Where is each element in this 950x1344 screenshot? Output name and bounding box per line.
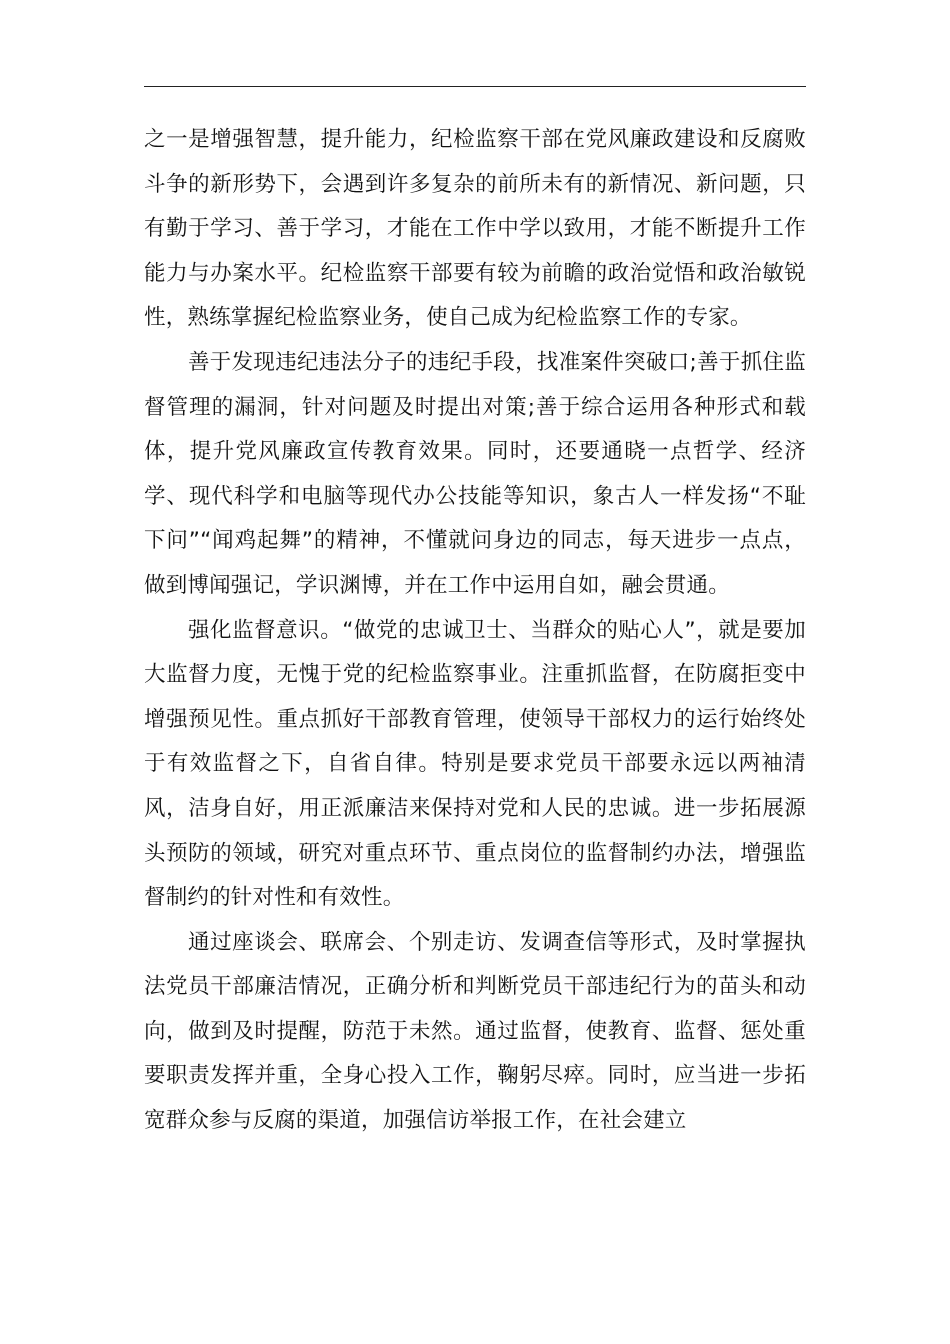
paragraph-3: 强化监督意识。“做党的忠诚卫士、当群众的贴心人”，就是要加大监督力度，无愧于党的纪检监察事业。注重抓监督，在防腐拒变中增强预见性。重点抓好干部教育管理，使领导干部权力的运行始终处于有效监督之下，自省自律。特别是要求党员干部要永远以两袖清风，洁身自好，用正派廉洁来保持对党和人民的忠诚。进一步拓展源头预防的领域，研究对重点环节、重点岗位的监督制约办法，增强监督制约的针对性和有效性。 — [144, 617, 806, 911]
paragraph-4: 通过座谈会、联席会、个别走访、发调查信等形式，及时掌握执法党员干部廉洁情况，正确分析和判断党员干部违纪行为的苗头和动向，做到及时提醒，防范于未然。通过监督，使教育、监督、惩处重要职责发挥并重，全身心投入工作，鞠躬尽瘁。同时，应当进一步拓宽群众参与反腐的渠道，加强信访举报工作，在社会建立 — [144, 929, 806, 1134]
paragraph-1: 之一是增强智慧，提升能力，纪检监察干部在党风廉政建设和反腐败斗争的新形势下，会遇到许多复杂的前所未有的新情况、新问题，只有勤于学习、善于学习，才能在工作中学以致用，才能不断提升工作能力与办案水平。纪检监察干部要有较为前瞻的政治觉悟和政治敏锐性，熟练掌握纪检监察业务，使自己成为纪检监察工作的专家。 — [144, 127, 806, 331]
paragraph-2: 善于发现违纪违法分子的违纪手段，找准案件突破口;善于抓住监督管理的漏洞，针对问题及时提出对策;善于综合运用各种形式和载体，提升党风廉政宣传教育效果。同时，还要通晓一点哲学、经济学、现代科学和电脑等现代办公技能等知识，象古人一样发扬“不耻下问”“闻鸡起舞”的精神，不懂就问身边的同志，每天进步一点点，做到博闻强记，学识渊博，并在工作中运用自如，融会贯通。 — [144, 349, 806, 598]
header-rule — [144, 86, 806, 87]
document-body — [144, 118, 806, 1144]
